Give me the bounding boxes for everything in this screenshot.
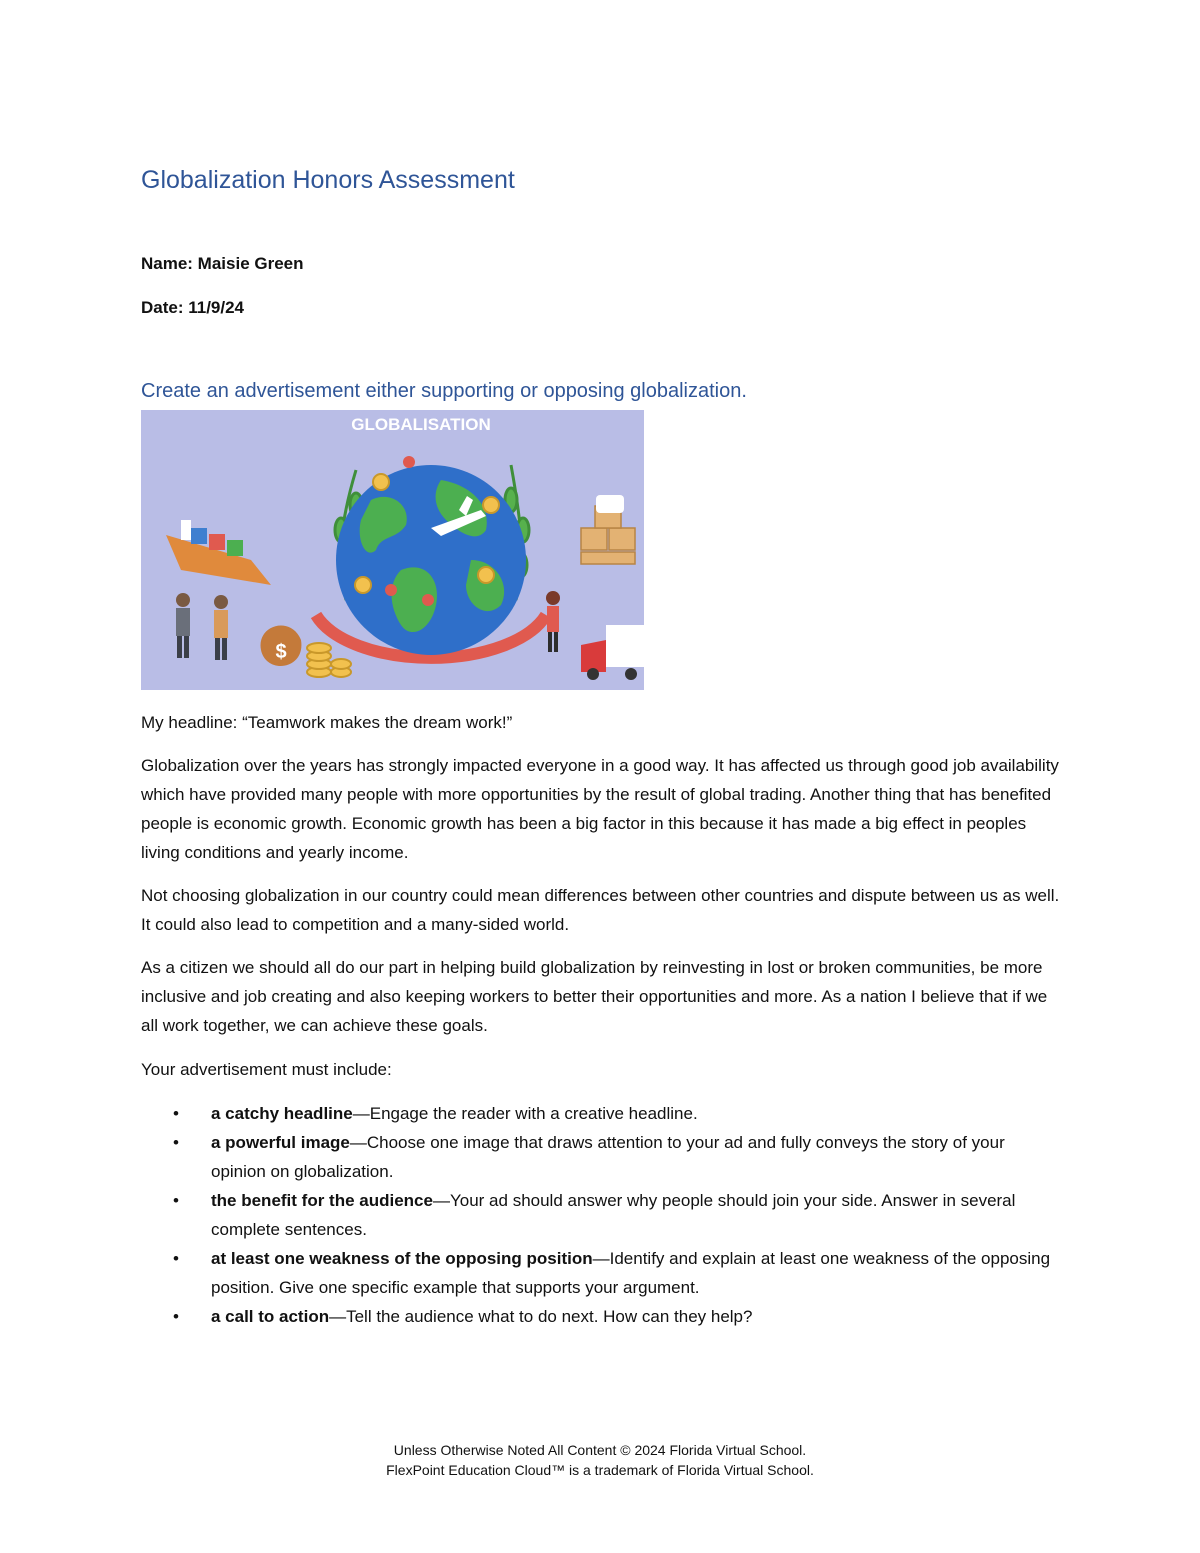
- paragraph-weakness: Not choosing globalization in our country could mean differences between other countries and dispute between us as well. It could also lead to competition and a many-sided world.: [141, 886, 1060, 934]
- bullet-icon: •: [173, 1133, 179, 1152]
- bullet-icon: •: [173, 1191, 179, 1210]
- page-title: Globalization Honors Assessment: [141, 166, 515, 194]
- globalization-illustration-icon: [141, 410, 644, 690]
- requirement-description: —Your ad should answer why people should join your side. Answer in several complete sentences.: [211, 1191, 1016, 1239]
- requirement-term: at least one weakness of the opposing position: [211, 1249, 593, 1268]
- list-item: [141, 1099, 1061, 1128]
- requirements-list: [141, 1099, 1061, 1331]
- footer-copyright: Unless Otherwise Noted All Content © 2024 Florida Virtual School.: [393, 1442, 807, 1458]
- list-item: [141, 1244, 1061, 1302]
- requirement-term: a call to action: [211, 1307, 330, 1326]
- globalization-illustration: [141, 410, 644, 690]
- requirement-description: —Tell the audience what to do next. How can they help?: [329, 1307, 753, 1326]
- bullet-icon: •: [173, 1307, 179, 1326]
- requirement-term: the benefit for the audience: [211, 1191, 433, 1210]
- list-item: [141, 1302, 1061, 1331]
- requirement-term: a catchy headline: [211, 1104, 353, 1123]
- svg-text:$: $: [275, 641, 287, 663]
- list-item: [141, 1128, 1061, 1186]
- requirement-description: —Identify and explain at least one weakness of the opposing position. Give one specific example that supports your argument.: [211, 1249, 1051, 1297]
- list-item: [141, 1186, 1061, 1244]
- requirement-term: a powerful image: [211, 1133, 350, 1152]
- my-headline: My headline: “Teamwork makes the dream work!”: [141, 713, 513, 732]
- requirements-intro: Your advertisement must include:: [141, 1060, 392, 1079]
- banner-text: GLOBALISATION: [351, 415, 491, 434]
- bullet-icon: •: [173, 1249, 179, 1268]
- paragraph-call-to-action: As a citizen we should all do our part in helping build globalization by reinvesting in lost or broken communities, be more inclusive and job creating and also keeping workers to better their opportunities and more. As a nation I believe that if we all work together, we can achieve these goals.: [141, 958, 1048, 1035]
- bullet-icon: •: [173, 1104, 179, 1123]
- student-name: Name: Maisie Green: [141, 254, 304, 273]
- requirement-description: —Choose one image that draws attention to your ad and fully conveys the story of your opinion on globalization.: [211, 1133, 1005, 1181]
- assessment-date: Date: 11/9/24: [141, 298, 245, 317]
- footer-trademark: FlexPoint Education Cloud™ is a trademark of Florida Virtual School.: [386, 1462, 814, 1478]
- paragraph-benefits: Globalization over the years has strongly impacted everyone in a good way. It has affected us through good job availability which have provided many people with more opportunities by the result of global trading. Another thing that has benefited people is economic growth. Economic growth has been a big factor in this because it has made a big effect in peoples living conditions and yearly income.: [141, 756, 1059, 862]
- assignment-prompt: Create an advertisement either supporting or opposing globalization.: [141, 380, 747, 402]
- requirement-description: —Engage the reader with a creative headline.: [352, 1104, 698, 1123]
